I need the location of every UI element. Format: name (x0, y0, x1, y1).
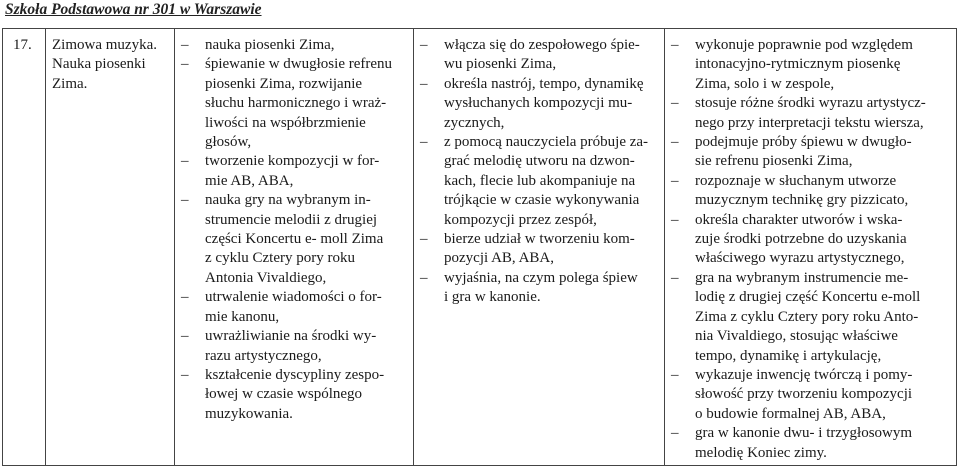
dash-marker: – (181, 366, 189, 383)
list-item-line: strumencie melodii z drugiej (205, 211, 378, 228)
list-item-line: pozycji AB, ABA, (444, 250, 555, 267)
dash-marker: – (181, 153, 189, 170)
list-item-line: właściwego wyrazu artystycznego, (695, 250, 905, 267)
dash-marker: – (671, 134, 679, 151)
list-item-line: bierze udział w tworzeniu kom- (444, 231, 635, 248)
list-item-line: śpiewanie w dwugłosie refrenu (205, 56, 393, 73)
list-item-line: Zima z cyklu Cztery pory roku Anto- (695, 308, 919, 325)
list-item-line: nego przy interpretacji tekstu wiersza, (695, 114, 924, 131)
list-item-line: łowej w czasie wspólnego (205, 386, 363, 403)
list-item-line: wykonuje poprawnie pod względem (695, 37, 913, 53)
list-item-line: nauka gry na wybranym in- (205, 192, 371, 209)
list-item-line: o budowie formalnej AB, ABA, (695, 405, 886, 422)
list-item-line: razu artystycznego, (205, 347, 322, 364)
list-item (181, 191, 409, 288)
dash-marker: – (671, 95, 679, 112)
list-item (181, 152, 409, 191)
list-item-line: grać melodię utworu na dzwon- (444, 153, 635, 170)
list-item-line: i gra w kanonie. (444, 289, 541, 306)
list-item-line: stosuje różne środki wyrazu artystycz- (695, 95, 926, 112)
topic-line: Zima. (52, 75, 88, 92)
list-item (420, 269, 660, 308)
list-item-line: Antonia Vivaldiego, (205, 269, 327, 286)
list-item-line: gra na wybranym instrumencie me- (695, 269, 909, 286)
list-item-line: gra w kanonie dwu- i trzygłosowym (695, 425, 913, 442)
list-item-line: mie kanonu, (205, 308, 280, 325)
list-item (671, 211, 952, 269)
list-item-line: kompozycji przez zespół, (444, 211, 597, 228)
list-item-line: Zima, solo i w zespole, (695, 75, 835, 92)
dash-marker: – (420, 134, 428, 151)
list-item-line: kach, flecie lub akompaniuje na (444, 172, 636, 189)
list-item (671, 36, 952, 94)
list-item-line: tempo, dynamikę i artykulację, (695, 347, 882, 364)
list-item (671, 172, 952, 211)
dash-marker: – (420, 269, 428, 286)
dash-marker: – (420, 231, 428, 248)
dash-marker: – (671, 425, 679, 442)
goals-column (175, 29, 414, 466)
list-item-line: włącza się do zespołowego śpie- (444, 37, 640, 53)
list-item-line: sie refrenu piosenki Zima, (695, 153, 853, 170)
list-item-line: nauka piosenki Zima, (205, 37, 335, 53)
dash-marker: – (671, 366, 679, 383)
list-item (420, 230, 660, 269)
list-item-line: rozpoznaje w słuchanym utworze (695, 172, 897, 189)
list-item-line: wu piosenki Zima, (444, 56, 557, 73)
extended-requirements-column (665, 29, 957, 466)
list-item-line: określa nastrój, tempo, dynamikę (444, 75, 644, 92)
lesson-topic (46, 29, 175, 466)
list-item (181, 366, 409, 424)
list-item (671, 133, 952, 172)
dash-marker: – (671, 172, 679, 189)
list-item-line: wysłuchanych kompozycji mu- (444, 95, 633, 112)
dash-marker: – (181, 328, 189, 345)
basic-requirements-column (414, 29, 665, 466)
list-item (420, 36, 660, 75)
list-item (420, 75, 660, 133)
table-row (3, 29, 957, 466)
list-item-line: zycznych, (444, 114, 505, 131)
list-item-line: głosów, (205, 134, 252, 151)
topic-line: Nauka piosenki (52, 56, 146, 73)
list-item-line: mie AB, ABA, (205, 172, 294, 189)
dash-marker: – (181, 192, 189, 209)
list-item (181, 288, 409, 327)
list-item-line: lodię z drugiej część Koncertu e-moll (695, 289, 921, 306)
extended-requirements-list (671, 36, 952, 463)
list-item-line: trójkącie w czasie wykonywania (444, 192, 640, 209)
list-item-line: podejmuje próby śpiewu w dwugło- (695, 134, 912, 151)
list-item-line: słowość przy tworzeniu kompozycji (695, 386, 913, 403)
list-item (671, 94, 952, 133)
dash-marker: – (181, 56, 189, 73)
list-item-line: nia Vivaldiego, stosując właściwe (695, 328, 898, 345)
topic-line: Zimowa muzyka. (52, 37, 157, 53)
list-item-line: słuchu harmonicznego i wraż- (205, 95, 387, 112)
basic-requirements-list (420, 36, 660, 308)
curriculum-table (2, 28, 957, 466)
list-item-line: muzycznym technikę gry pizzicato, (695, 192, 909, 209)
list-item (671, 424, 952, 463)
list-item (181, 36, 409, 55)
lesson-number: 17. (3, 29, 46, 466)
dash-marker: – (181, 37, 189, 53)
list-item-line: utrwalenie wiadomości o for- (205, 289, 382, 306)
dash-marker: – (671, 37, 679, 53)
list-item-line: tworzenie kompozycji w for- (205, 153, 380, 170)
list-item-line: intonacyjno-rytmicznym piosenkę (695, 56, 901, 73)
list-item-line: zuje środki potrzebne do uzyskania (695, 231, 907, 248)
list-item-line: z cyklu Cztery pory roku (205, 250, 355, 267)
list-item-line: liwości na współbrzmienie (205, 114, 366, 131)
dash-marker: – (671, 269, 679, 286)
list-item-line: z pomocą nauczyciela próbuje za- (444, 134, 649, 151)
list-item (671, 366, 952, 424)
list-item-line: piosenki Zima, rozwijanie (205, 75, 363, 92)
dash-marker: – (420, 37, 428, 53)
list-item-line: określa charakter utworów i wska- (695, 211, 903, 228)
list-item-line: melodię Koniec zimy. (695, 444, 827, 461)
list-item-line: uwrażliwianie na środki wy- (205, 328, 377, 345)
dash-marker: – (671, 211, 679, 228)
list-item-line: muzykowania. (205, 405, 293, 422)
list-item-line: kształcenie dyscypliny zespo- (205, 366, 385, 383)
dash-marker: – (420, 75, 428, 92)
list-item (671, 269, 952, 366)
school-header: Szkoła Podstawowa nr 301 w Warszawie (5, 1, 262, 18)
goals-list (181, 36, 409, 424)
list-item-line: wykazuje inwencję twórczą i pomy- (695, 366, 913, 383)
list-item (420, 133, 660, 230)
dash-marker: – (181, 289, 189, 306)
list-item (181, 327, 409, 366)
list-item (181, 55, 409, 152)
list-item-line: części Koncertu e- moll Zima (205, 231, 384, 248)
list-item-line: wyjaśnia, na czym polega śpiew (444, 269, 638, 286)
